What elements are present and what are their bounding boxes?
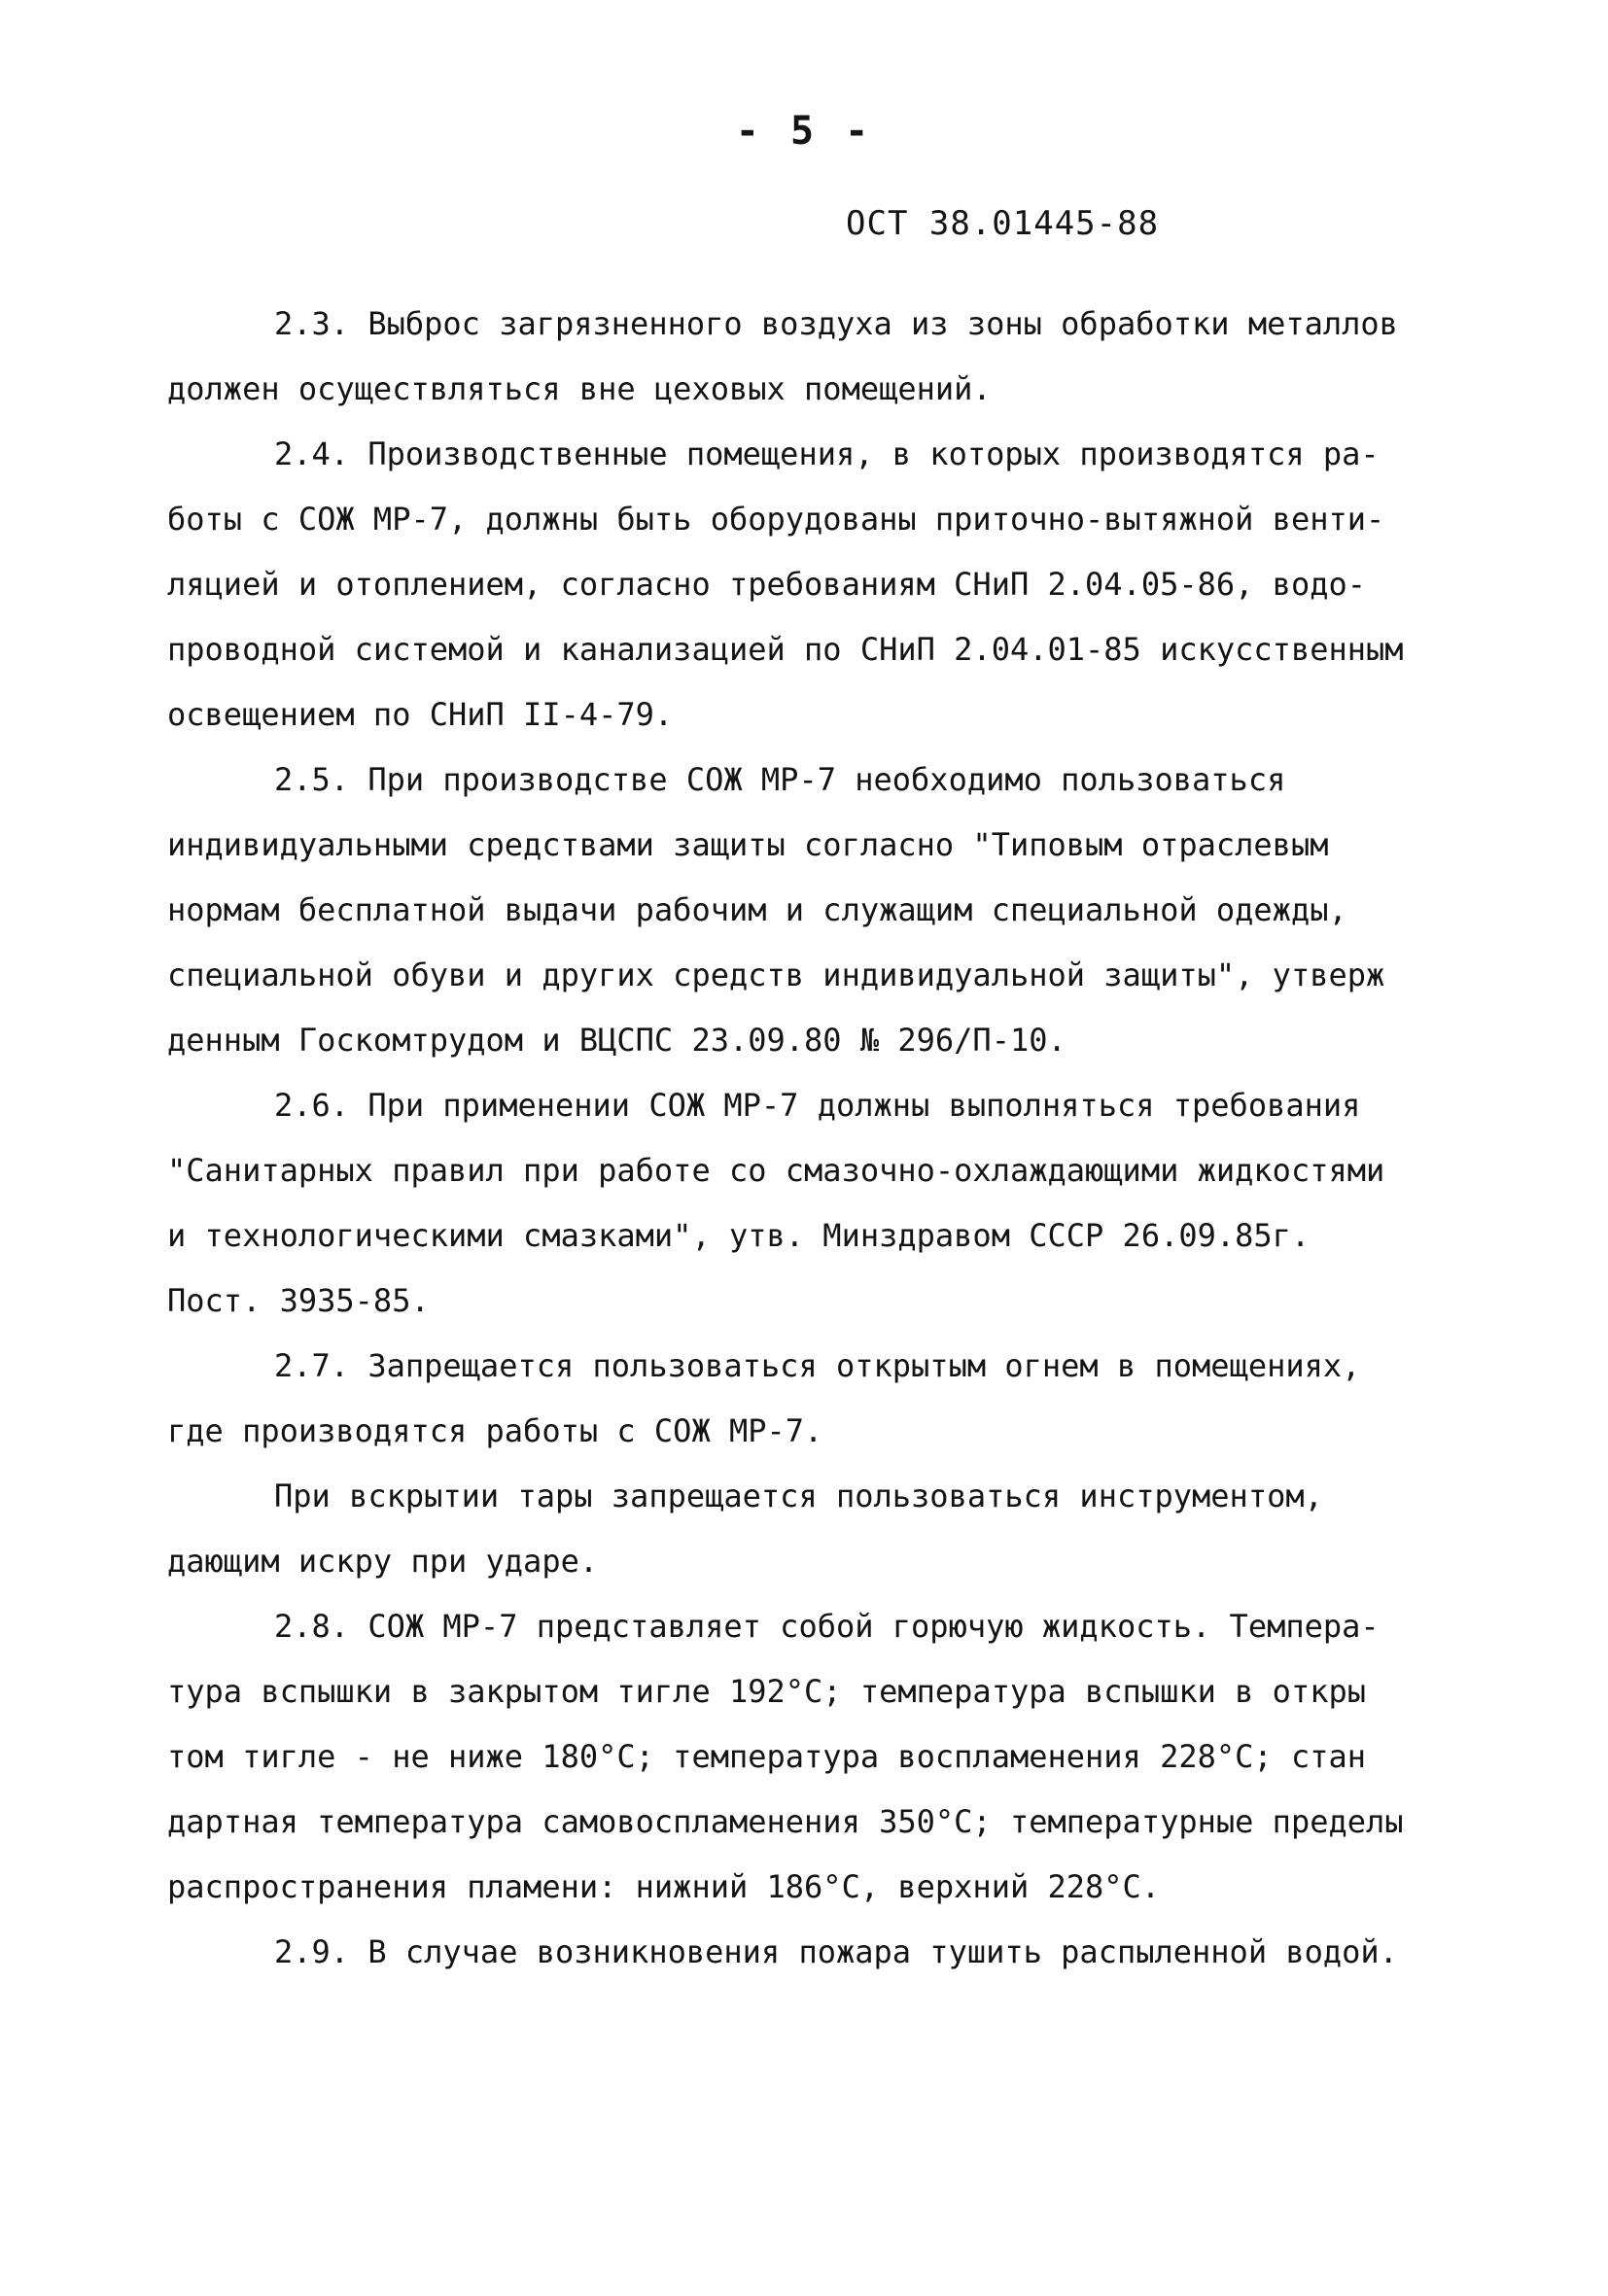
paragraph-2-5-line: индивидуальными средствами защиты согласно "Типовым отраслевым [167, 826, 1329, 863]
paragraph-2-7-line: 2.7. Запрещается пользоваться открытым огнем в помещениях, [274, 1347, 1361, 1384]
paragraph-2-5-line: специальной обуви и других средств индивидуальной защиты", утверж [167, 957, 1385, 993]
paragraph-2-3-line: 2.3. Выброс загрязненного воздуха из зоны обработки металлов [274, 305, 1398, 342]
paragraph-2-6-line: "Санитарных правил при работе со смазочно-охлаждающими жидкостями [167, 1152, 1385, 1189]
paragraph-2-7-note-line: дающим искру при ударе. [167, 1543, 599, 1580]
paragraph-2-4-line: ляцией и отоплением, согласно требованиям СНиП 2.04.05-86, водо- [167, 566, 1366, 603]
paragraph-2-8-line: 2.8. СОЖ МР-7 представляет собой горючую жидкость. Темпера- [274, 1608, 1380, 1645]
paragraph-2-4-line: освещением по СНиП II-4-79. [167, 696, 674, 733]
paragraph-2-6-line: Пост. 3935-85. [167, 1282, 430, 1319]
paragraph-2-8-line: распространения пламени: нижний 186°С, верхний 228°С. [167, 1868, 1161, 1905]
paragraph-2-4-line: боты с СОЖ МР-7, должны быть оборудованы приточно-вытяжной венти- [167, 501, 1385, 538]
paragraph-2-9-line: 2.9. В случае возникновения пожара тушить распыленной водой. [274, 1933, 1398, 1970]
paragraph-2-6-line: и технологическими смазками", утв. Минздравом СССР 26.09.85г. [167, 1217, 1311, 1254]
paragraph-2-8-line: тура вспышки в закрытом тигле 192°С; температура вспышки в откры [167, 1673, 1366, 1710]
paragraph-2-6-line: 2.6. При применении СОЖ МР-7 должны выполняться требования [274, 1087, 1361, 1124]
paragraph-2-3-line: должен осуществляться вне цеховых помещений. [167, 370, 992, 407]
paragraph-2-5-line: денным Госкомтрудом и ВЦСПС 23.09.80 № 296/П-10. [167, 1022, 1066, 1059]
page-number: - 5 - [735, 109, 873, 154]
paragraph-2-4-line: 2.4. Производственные помещения, в которых производятся ра- [274, 435, 1380, 472]
paragraph-2-5-line: нормам бесплатной выдачи рабочим и служащим специальной одежды, [167, 891, 1347, 928]
paragraph-2-8-line: том тигле - не ниже 180°С; температура воспламенения 228°С; стан [167, 1738, 1366, 1775]
document-code: ОСТ 38.01445-88 [846, 204, 1160, 243]
paragraph-2-7-note-line: При вскрытии тары запрещается пользоваться инструментом, [274, 1478, 1323, 1514]
paragraph-2-7-line: где производятся работы с СОЖ МР-7. [167, 1412, 823, 1449]
document-body [167, 292, 1451, 1985]
paragraph-2-4-line: проводной системой и канализацией по СНиП 2.04.01-85 искусственным [167, 631, 1404, 668]
paragraph-2-5-line: 2.5. При производстве СОЖ МР-7 необходимо пользоваться [274, 761, 1286, 798]
paragraph-2-8-line: дартная температура самовоспламенения 350°С; температурные пределы [167, 1803, 1404, 1840]
